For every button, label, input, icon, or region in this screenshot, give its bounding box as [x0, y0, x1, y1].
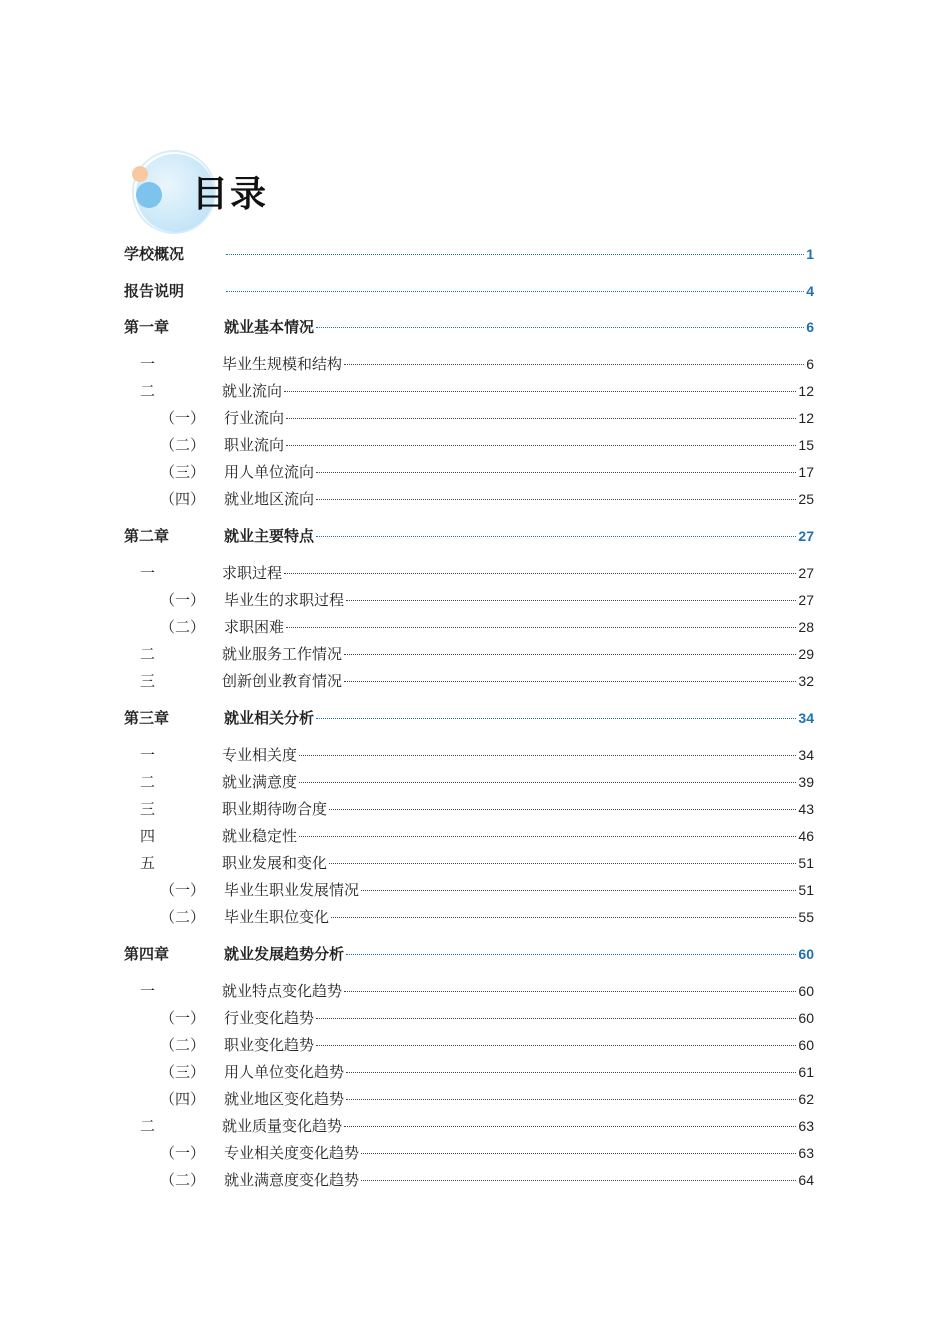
toc-number: 三	[140, 672, 156, 690]
toc-label: 职业期待吻合度	[222, 800, 328, 818]
toc-label: 毕业生规模和结构	[222, 355, 343, 373]
toc-leader-dots	[316, 1045, 796, 1046]
toc-leader-dots	[346, 1072, 796, 1073]
toc-entry[interactable]	[224, 1088, 814, 1110]
toc-number: 第三章	[124, 709, 170, 727]
toc-number: （一）	[160, 591, 206, 609]
toc-entry[interactable]	[224, 434, 814, 456]
toc-entry[interactable]	[224, 879, 814, 901]
toc-page-number: 46	[798, 828, 814, 844]
toc-page-number: 12	[798, 410, 814, 426]
toc-leader-dots	[226, 291, 804, 292]
toc-number: 一	[140, 982, 156, 1000]
toc-page-number: 32	[798, 673, 814, 689]
toc-leader-dots	[316, 536, 796, 537]
toc-label: 行业流向	[224, 409, 285, 427]
toc-leader-dots	[346, 954, 796, 955]
toc-row[interactable]	[0, 616, 950, 638]
toc-page-number: 51	[798, 855, 814, 871]
toc-leader-dots	[361, 1180, 796, 1181]
toc-row[interactable]	[0, 744, 950, 766]
toc-page-number: 17	[798, 464, 814, 480]
toc-number: 一	[140, 355, 156, 373]
toc-entry[interactable]	[222, 744, 814, 766]
toc-leader-dots	[284, 573, 796, 574]
toc-page-number: 27	[798, 528, 814, 544]
toc-chapter-row[interactable]	[0, 707, 950, 729]
toc-leader-dots	[299, 782, 796, 783]
toc-entry[interactable]	[224, 316, 814, 338]
toc-leader-dots	[344, 654, 796, 655]
toc-label: 毕业生职位变化	[224, 908, 330, 926]
toc-label: 就业稳定性	[222, 827, 298, 845]
toc-number: （二）	[160, 1036, 206, 1054]
toc-leader-dots	[331, 917, 796, 918]
toc-page-number: 34	[798, 710, 814, 726]
toc-number: （四）	[160, 490, 206, 508]
toc-number: （二）	[160, 1171, 206, 1189]
toc-page-number: 15	[798, 437, 814, 453]
toc-number: 第二章	[124, 527, 170, 545]
toc-chapter-row[interactable]	[0, 525, 950, 547]
toc-entry[interactable]	[222, 1115, 814, 1137]
toc-row[interactable]	[0, 434, 950, 456]
toc-row[interactable]	[0, 407, 950, 429]
toc-row[interactable]	[0, 1007, 950, 1029]
toc-number: 一	[140, 564, 156, 582]
toc-entry[interactable]	[224, 1007, 814, 1029]
toc-row[interactable]	[0, 1142, 950, 1164]
toc-entry[interactable]	[222, 771, 814, 793]
toc-entry[interactable]	[224, 943, 814, 965]
toc-leader-dots	[316, 327, 804, 328]
toc-leader-dots	[286, 445, 796, 446]
toc-label: 求职过程	[222, 564, 283, 582]
toc-page-number: 1	[806, 246, 814, 262]
toc-page-number: 6	[806, 319, 814, 335]
toc-page-number: 6	[806, 356, 814, 372]
toc-number: 第一章	[124, 318, 170, 336]
toc-page-number: 43	[798, 801, 814, 817]
toc-number: 二	[140, 1117, 156, 1135]
toc-label: 就业主要特点	[224, 527, 315, 545]
toc-label: 就业基本情况	[224, 318, 315, 336]
toc-number: 二	[140, 773, 156, 791]
toc-number: 四	[140, 827, 156, 845]
toc-row[interactable]	[0, 771, 950, 793]
toc-row[interactable]	[0, 670, 950, 692]
toc-label: 创新创业教育情况	[222, 672, 343, 690]
toc-entry[interactable]	[224, 461, 814, 483]
toc-number: 五	[140, 854, 156, 872]
toc-page-number: 60	[798, 1037, 814, 1053]
toc-entry[interactable]	[222, 643, 814, 665]
toc-row[interactable]	[0, 798, 950, 820]
toc-entry[interactable]	[224, 616, 814, 638]
toc-entry[interactable]	[224, 525, 814, 547]
toc-chapter-row[interactable]	[0, 943, 950, 965]
toc-number: 一	[140, 746, 156, 764]
toc-page-number: 64	[798, 1172, 814, 1188]
toc-label: 就业发展趋势分析	[224, 945, 345, 963]
toc-number: （一）	[160, 409, 206, 427]
toc-label: 就业地区变化趋势	[224, 1090, 345, 1108]
toc-page-number: 63	[798, 1145, 814, 1161]
toc-row[interactable]	[0, 825, 950, 847]
toc-entry[interactable]	[224, 707, 814, 729]
toc-leader-dots	[286, 418, 796, 419]
toc-label: 就业特点变化趋势	[222, 982, 343, 1000]
toc-label: 毕业生职业发展情况	[224, 881, 360, 899]
toc-leader-dots	[316, 499, 796, 500]
toc-label: 就业满意度	[222, 773, 298, 791]
toc-row[interactable]	[0, 1115, 950, 1137]
toc-leader-dots	[299, 755, 796, 756]
toc-page-number: 63	[798, 1118, 814, 1134]
toc-entry[interactable]	[222, 380, 814, 402]
toc-label: 专业相关度变化趋势	[224, 1144, 360, 1162]
toc-number: （二）	[160, 618, 206, 636]
toc-leader-dots	[361, 890, 796, 891]
toc-number: （三）	[160, 1063, 206, 1081]
toc-leader-dots	[346, 600, 796, 601]
toc-leader-dots	[344, 1126, 796, 1127]
toc-label: 职业流向	[224, 436, 285, 454]
toc-leader-dots	[316, 472, 796, 473]
toc-chapter-row[interactable]	[0, 243, 950, 265]
toc-label: 求职困难	[224, 618, 285, 636]
toc-number: （一）	[160, 881, 206, 899]
toc-row[interactable]	[0, 879, 950, 901]
toc-page-number: 51	[798, 882, 814, 898]
toc-leader-dots	[344, 991, 796, 992]
toc-row[interactable]	[0, 488, 950, 510]
toc-label: 就业质量变化趋势	[222, 1117, 343, 1135]
toc-leader-dots	[299, 836, 796, 837]
toc-label: 用人单位流向	[224, 463, 315, 481]
toc-entry[interactable]	[222, 798, 814, 820]
toc-leader-dots	[316, 718, 796, 719]
toc-entry[interactable]	[224, 280, 814, 302]
toc-page-number: 12	[798, 383, 814, 399]
toc-row[interactable]	[0, 380, 950, 402]
page-title: 目录	[192, 173, 269, 215]
toc-number: 第四章	[124, 945, 170, 963]
toc-entry[interactable]	[222, 670, 814, 692]
toc-entry[interactable]	[224, 1061, 814, 1083]
toc-number: （二）	[160, 436, 206, 454]
toc-number: 报告说明	[124, 282, 185, 300]
toc-entry[interactable]	[224, 1034, 814, 1056]
toc-page-number: 27	[798, 565, 814, 581]
toc-entry[interactable]	[224, 1169, 814, 1191]
toc-entry[interactable]	[224, 589, 814, 611]
toc-page-number: 62	[798, 1091, 814, 1107]
toc-label: 就业流向	[222, 382, 283, 400]
toc-page-number: 60	[798, 983, 814, 999]
toc-label: 就业服务工作情况	[222, 645, 343, 663]
toc-entry[interactable]	[222, 852, 814, 874]
toc-row[interactable]	[0, 589, 950, 611]
toc-leader-dots	[344, 364, 804, 365]
toc-label: 行业变化趋势	[224, 1009, 315, 1027]
toc-label: 职业发展和变化	[222, 854, 328, 872]
toc-row[interactable]	[0, 353, 950, 375]
toc-label: 就业满意度变化趋势	[224, 1171, 360, 1189]
toc-row[interactable]	[0, 906, 950, 928]
toc-leader-dots	[329, 809, 796, 810]
toc-page-number: 60	[798, 946, 814, 962]
toc-leader-dots	[284, 391, 796, 392]
toc-page-number: 25	[798, 491, 814, 507]
toc-number: 二	[140, 645, 156, 663]
toc-row[interactable]	[0, 852, 950, 874]
toc-page-number: 60	[798, 1010, 814, 1026]
toc-entry[interactable]	[222, 562, 814, 584]
toc-label: 用人单位变化趋势	[224, 1063, 345, 1081]
toc-row[interactable]	[0, 562, 950, 584]
toc-entry[interactable]	[224, 1142, 814, 1164]
toc-row[interactable]	[0, 1088, 950, 1110]
toc-number: 二	[140, 382, 156, 400]
toc-leader-dots	[344, 681, 796, 682]
toc-entry[interactable]	[224, 488, 814, 510]
toc-leader-dots	[346, 1099, 796, 1100]
toc-label: 职业变化趋势	[224, 1036, 315, 1054]
toc-label: 就业地区流向	[224, 490, 315, 508]
toc-label: 专业相关度	[222, 746, 298, 764]
toc-entry[interactable]	[222, 980, 814, 1002]
toc-number: （一）	[160, 1144, 206, 1162]
toc-page-number: 34	[798, 747, 814, 763]
toc-chapter-row[interactable]	[0, 280, 950, 302]
toc-row[interactable]	[0, 1034, 950, 1056]
toc-entry[interactable]	[224, 407, 814, 429]
toc-label: 毕业生的求职过程	[224, 591, 345, 609]
toc-number: 三	[140, 800, 156, 818]
toc-page-number: 55	[798, 909, 814, 925]
toc-page-number: 39	[798, 774, 814, 790]
toc-row[interactable]	[0, 980, 950, 1002]
toc-row[interactable]	[0, 1169, 950, 1191]
toc-page-number: 61	[798, 1064, 814, 1080]
toc-leader-dots	[316, 1018, 796, 1019]
toc-row[interactable]	[0, 461, 950, 483]
toc-number: 学校概况	[124, 245, 185, 263]
toc-label: 就业相关分析	[224, 709, 315, 727]
toc-number: （四）	[160, 1090, 206, 1108]
toc-page-number: 4	[806, 283, 814, 299]
toc-chapter-row[interactable]	[0, 316, 950, 338]
toc-number: （二）	[160, 908, 206, 926]
toc-page-number: 29	[798, 646, 814, 662]
toc-entry[interactable]	[224, 243, 814, 265]
toc-entry[interactable]	[222, 825, 814, 847]
toc-page-number: 27	[798, 592, 814, 608]
toc-entry[interactable]	[224, 906, 814, 928]
toc-page-number: 28	[798, 619, 814, 635]
toc-leader-dots	[226, 254, 804, 255]
toc-leader-dots	[361, 1153, 796, 1154]
toc-row[interactable]	[0, 643, 950, 665]
toc-entry[interactable]	[222, 353, 814, 375]
toc-leader-dots	[329, 863, 796, 864]
toc-row[interactable]	[0, 1061, 950, 1083]
toc-number: （一）	[160, 1009, 206, 1027]
toc-number: （三）	[160, 463, 206, 481]
toc-leader-dots	[286, 627, 796, 628]
